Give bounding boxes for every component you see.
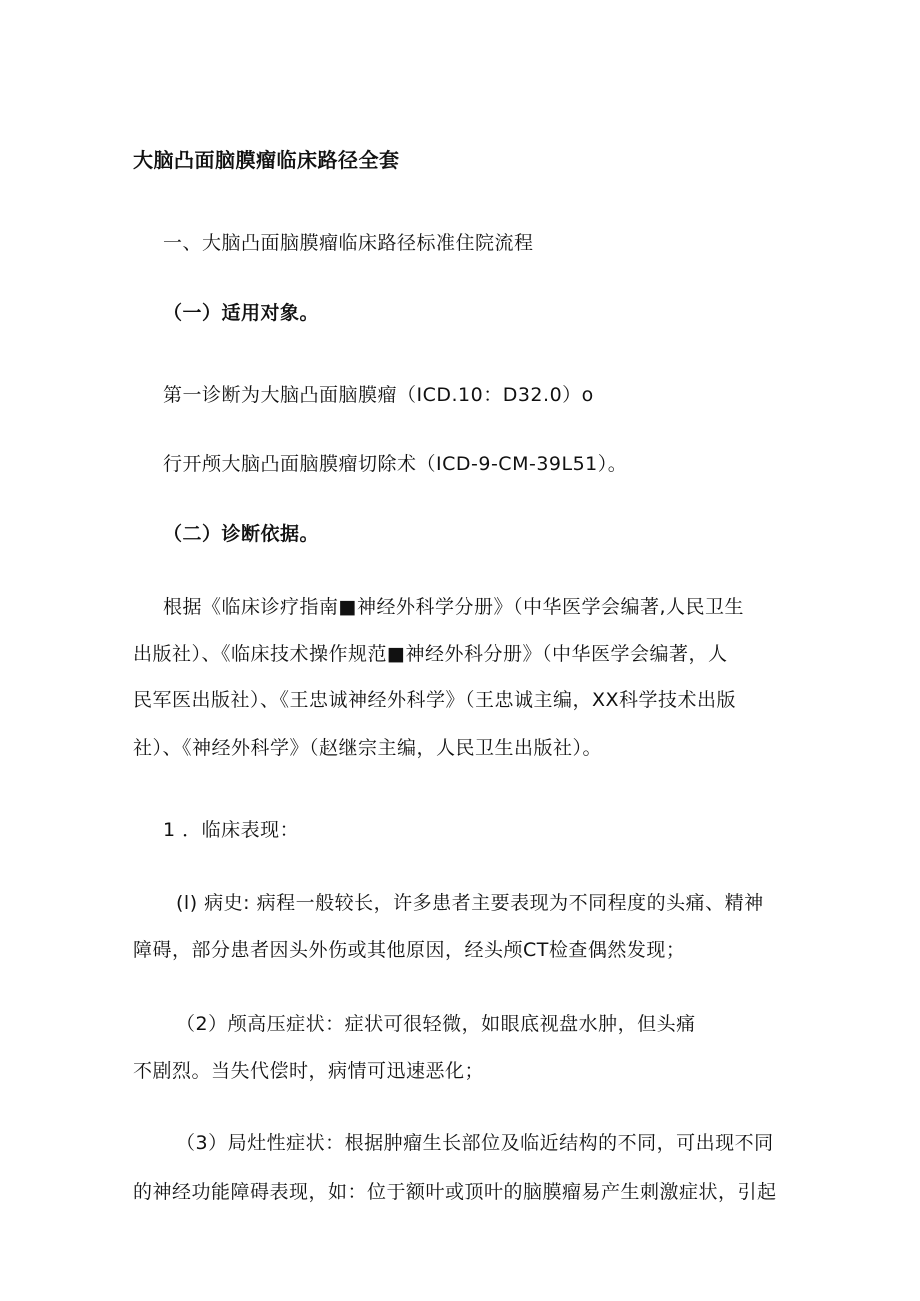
paragraph-line: 第一诊断为大脑凸面脑膜瘤（ICD.10：D32.0）o xyxy=(163,384,594,406)
paragraph-line: 行开颅大脑凸面脑膜瘤切除术（ICD-9-CM-39L51）。 xyxy=(163,453,628,475)
paragraph-line: （2）颅高压症状：症状可很轻微，如眼底视盘水肿，但头痛 xyxy=(176,1013,696,1035)
subsection-heading: （一）适用对象。 xyxy=(163,302,320,324)
document-title: 大脑凸面脑膜瘤临床路径全套 xyxy=(133,148,400,172)
paragraph-line: 不剧烈。当失代偿时，病情可迅速恶化； xyxy=(133,1060,485,1082)
paragraph-line: 障碍，部分患者因头外伤或其他原因，经头颅CT检查偶然发现； xyxy=(133,939,686,961)
paragraph-line: 民军医出版社）、《王忠诚神经外科学》（王忠诚主编，XX科学技术出版 xyxy=(133,689,737,711)
paragraph-line: 社）、《神经外科学》（赵继宗主编，人民卫生出版社）。 xyxy=(133,737,603,759)
paragraph-line: （3）局灶性症状：根据肿瘤生长部位及临近结构的不同，可出现不同 xyxy=(176,1132,774,1154)
paragraph-line: 根据《临床诊疗指南■神经外科学分册》（中华医学会编著,人民卫生 xyxy=(163,596,744,618)
subsection-heading: （二）诊断依据。 xyxy=(163,523,320,545)
list-item-heading: 1 ．临床表现： xyxy=(163,819,300,841)
paragraph-line: 的神经功能障碍表现，如：位于额叶或顶叶的脑膜瘤易产生刺激症状，引起 xyxy=(133,1181,777,1203)
paragraph-line: 出版社）、《临床技术操作规范■神经外科分册》（中华医学会编著，人 xyxy=(133,643,728,665)
paragraph-line: (l) 病史: 病程一般较长，许多患者主要表现为不同程度的头痛、精神 xyxy=(176,892,764,914)
section-heading: 一、大脑凸面脑膜瘤临床路径标准住院流程 xyxy=(163,232,534,254)
